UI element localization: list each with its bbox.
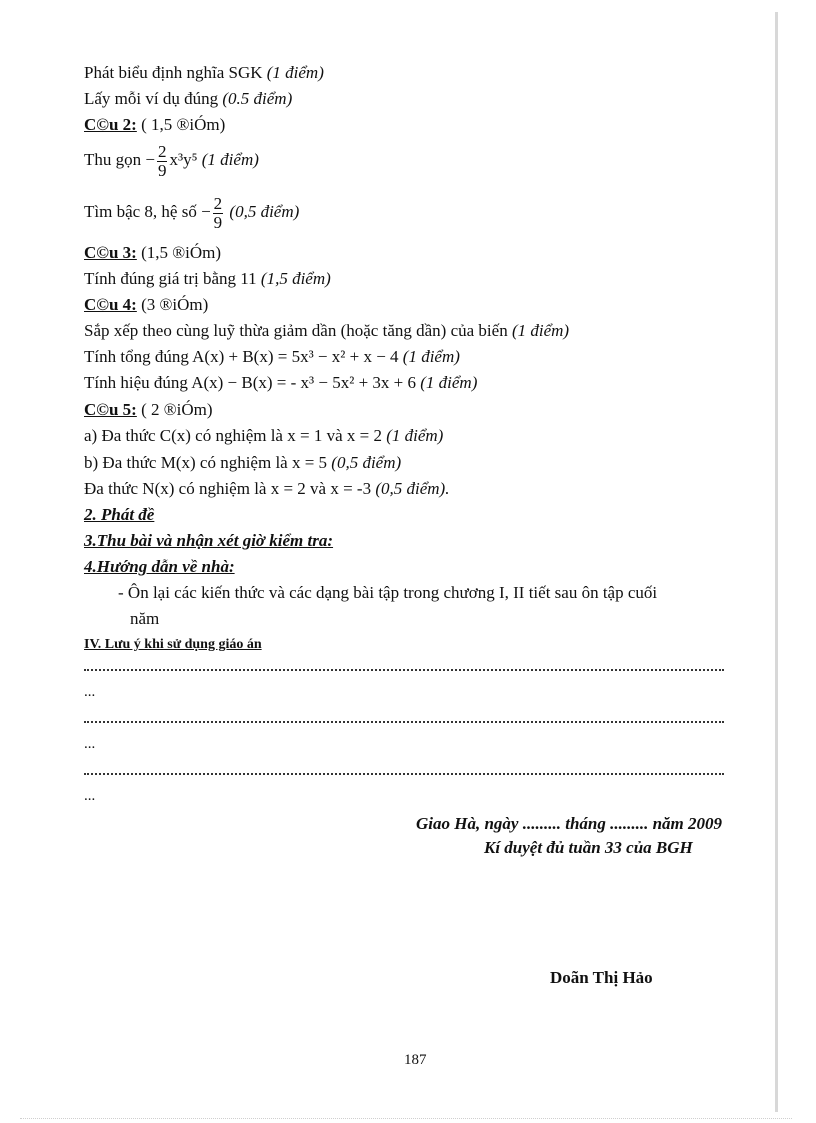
section-heading-2: 2. Phát đề (84, 505, 155, 524)
answer-text: Đa thức N(x) có nghiệm là x = 2 và x = -3 (84, 479, 376, 498)
question-points: (1,5 ®iÓm) (136, 243, 222, 262)
ellipsis: ... (84, 684, 96, 700)
score-note: (1 điểm) (511, 321, 570, 340)
score-note: (1,5 điểm) (260, 269, 331, 288)
score-note: (0,5 điểm). (375, 479, 450, 498)
dotted-line (84, 773, 724, 775)
answer-text: Sắp xếp theo cùng luỹ thừa giảm dần (hoặc tăng dần) của biến (84, 321, 512, 340)
ellipsis: ... (84, 736, 96, 752)
question-label: C©u 4: (84, 295, 137, 314)
answer-line-9 (84, 425, 443, 447)
answer-line-2 (84, 88, 292, 110)
signer-name: Doãn Thị Hảo (550, 968, 653, 987)
date-line: Giao Hà, ngày ......... tháng ......... năm 2009 (416, 814, 723, 833)
score-note: (1 điểm) (266, 63, 324, 82)
question-points: (3 ®iÓm) (136, 295, 209, 314)
section-heading-3: 3.Thu bài và nhận xét giờ kiểm tra: (84, 531, 334, 550)
ellipsis: ... (84, 788, 96, 804)
question-points: ( 2 ®iÓm) (136, 400, 213, 419)
score-note: (1 điểm) (386, 426, 444, 445)
expression: x³y⁵ (169, 150, 202, 169)
question-label: C©u 5: (84, 400, 137, 419)
dotted-line (84, 721, 724, 723)
answer-line-7 (84, 346, 460, 368)
dotted-line (84, 669, 724, 671)
section-heading-4: 4.Hướng dẫn về nhà: (84, 557, 235, 576)
answer-line-4 (84, 190, 299, 234)
answer-text: a) Đa thức C(x) có nghiệm là x = 1 và x = 2 (84, 426, 387, 445)
answer-text: Thu gọn − (84, 150, 155, 169)
score-note: (1 điểm) (402, 347, 460, 366)
answer-line-3 (84, 138, 259, 182)
score-note: (1 điểm) (420, 373, 478, 392)
question-4-heading (84, 294, 208, 316)
question-3-heading (84, 242, 221, 264)
homework-bullet: - Ôn lại các kiến thức và các dạng bài tập trong chương I, II tiết sau ôn tập cuối (118, 583, 658, 602)
answer-text: Phát biểu định nghĩa SGK (84, 63, 267, 82)
score-note: (0,5 điểm) (331, 453, 402, 472)
page-border-bottom (20, 1118, 792, 1119)
answer-line-5 (84, 268, 331, 290)
approval-line: Kí duyệt đủ tuần 33 của BGH (484, 838, 693, 857)
answer-text: Tính hiệu đúng A(x) − B(x) = - x³ − 5x² + 3x + 6 (84, 373, 421, 392)
notes-heading: IV. Lưu ý khi sử dụng giáo án (84, 637, 262, 652)
question-points: ( 1,5 ®iÓm) (136, 115, 226, 134)
page-border-right (775, 12, 778, 1112)
answer-line-8 (84, 372, 477, 394)
answer-text: b) Đa thức M(x) có nghiệm là x = 5 (84, 453, 332, 472)
answer-line-1 (84, 62, 324, 84)
answer-text: Tính đúng giá trị bằng 11 (84, 269, 261, 288)
answer-line-11 (84, 478, 449, 500)
score-note: (1 điểm) (201, 150, 259, 169)
answer-text: Tìm bậc 8, hệ số − (84, 202, 211, 221)
answer-line-10 (84, 452, 401, 474)
page-number: 187 (404, 1052, 427, 1068)
homework-bullet-continuation: năm (130, 609, 160, 628)
fraction: $\frac{2}{9}$ (157, 141, 167, 180)
question-5-heading (84, 399, 213, 421)
score-note: (0.5 điểm) (222, 89, 293, 108)
question-label: C©u 3: (84, 243, 137, 262)
question-label: C©u 2: (84, 115, 137, 134)
answer-line-6 (84, 320, 569, 342)
question-2-heading (84, 114, 225, 136)
score-note: (0,5 điểm) (225, 202, 300, 221)
fraction: $\frac{2}{9}$ (213, 193, 223, 232)
answer-text: Tính tổng đúng A(x) + B(x) = 5x³ − x² + x − 4 (84, 347, 403, 366)
answer-text: Lấy mỗi ví dụ đúng (84, 89, 223, 108)
